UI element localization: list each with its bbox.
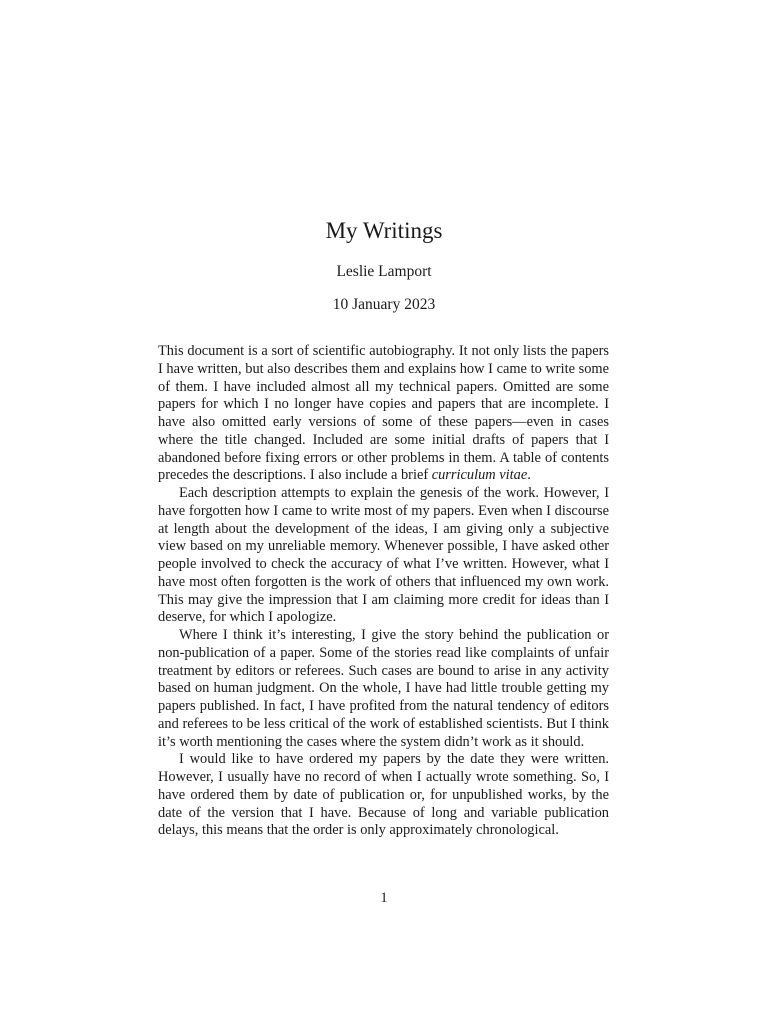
- document-author: Leslie Lamport: [336, 263, 432, 280]
- paragraph-1-text: This document is a sort of scientific autobiography. It not only lists the papers I have written, but also describes them and explains how I came to write some of them. I have included almost all my technical papers. Omitted are some papers for which I no longer have copies and papers that are incomplete. I have also omitted early versions of some of these papers—even in cases where the title changed. Included are some initial drafts of papers that I abandoned before fixing errors or other problems in them. A table of contents precedes the descriptions. I also include a brief: [158, 343, 609, 484]
- document-title: My Writings: [325, 218, 443, 243]
- paragraph-1-end: .: [527, 467, 531, 484]
- paragraph-2: Each description attempts to explain the genesis of the work. However, I have forgotten how I came to write most of my papers. Even when I discourse at length about the development of the ideas, I am giving only a subjective view based on my unreliable memory. Whenever possible, I have asked other people involved to check the accuracy of what I’ve written. However, what I have most often forgotten is the work of others that influenced my own work. This may give the impression that I am claiming more credit for ideas than I deserve, for which I apologize.: [158, 485, 609, 626]
- paragraph-1: [158, 343, 609, 485]
- paragraph-4: I would like to have ordered my papers by the date they were written. However, I usually have no record of when I actually wrote something. So, I have ordered them by date of publication or, for unpublished works, by the date of the version that I have. Because of long and variable publication delays, this means that the order is only approximately chronological.: [158, 751, 609, 839]
- paragraph-1-emphasis: curriculum vitae: [431, 467, 528, 484]
- paragraph-3: Where I think it’s interesting, I give the story behind the publication or non-publication of a paper. Some of the stories read like complaints of unfair treatment by editors or referees. Such cases are bound to arise in any activity based on human judgment. On the whole, I have had little trouble getting my papers published. In fact, I have profited from the natural tendency of editors and referees to be less critical of the work of established scientists. But I think it’s worth mentioning the cases where the system didn’t work as it should.: [158, 627, 609, 750]
- page-number: 1: [380, 890, 388, 906]
- document-date: 10 January 2023: [332, 296, 436, 313]
- document-body: [158, 343, 609, 840]
